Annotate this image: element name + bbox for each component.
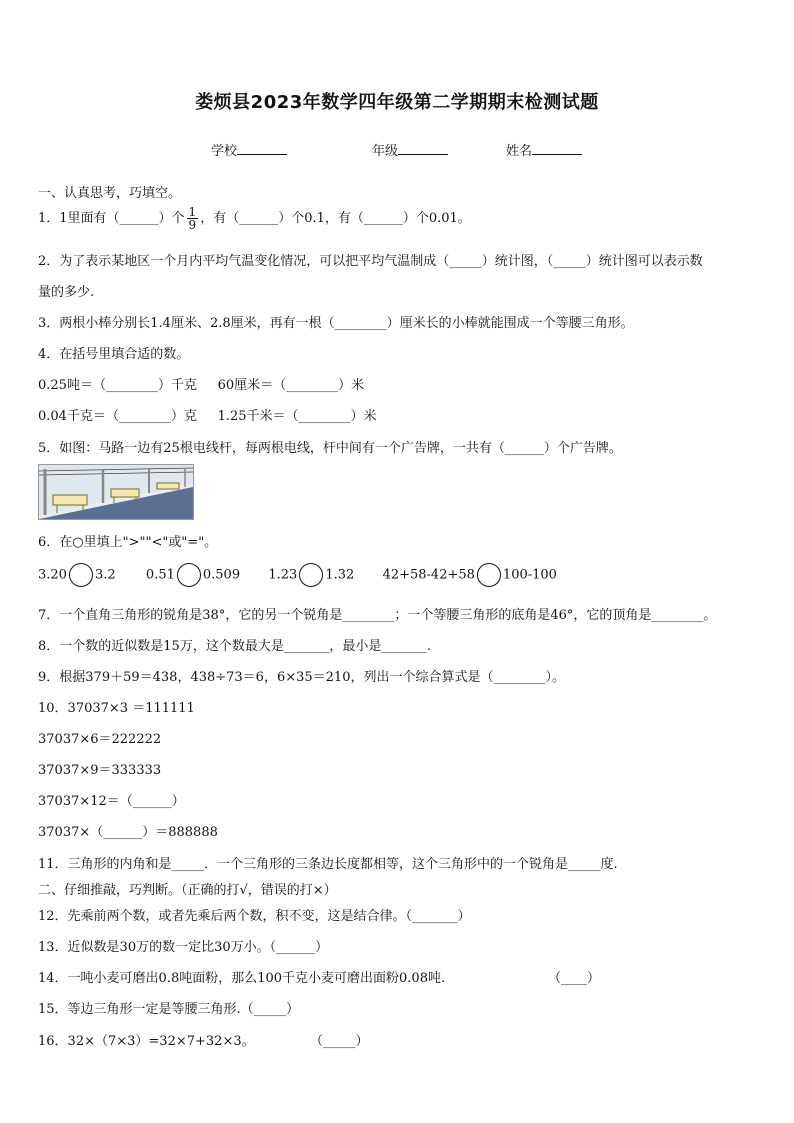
question-10-line-3: 37037×9＝333333 [38, 763, 162, 778]
question-3: 3．两根小棒分别长1.4厘米、2.8厘米，再有一根（________）厘米长的小棒就能围成一个等腰三角形。 [38, 316, 634, 331]
question-16: 16．32×（7×3）=32×7+32×3。 [38, 1034, 255, 1049]
question-10-line-1: 10．37037×3 ＝111111 [38, 701, 195, 716]
school-blank[interactable] [237, 142, 287, 155]
compare-2-right: 0.509 [202, 567, 241, 583]
question-15: 15．等边三角形一定是等腰三角形.（_____） [38, 1002, 300, 1017]
question-4-row-1: 0.25吨＝（________）千克 60厘米＝（________）米 [38, 378, 365, 393]
question-2-line-2: 量的多少. [38, 285, 95, 300]
page-title: 娄烦县2023年数学四年级第二学期期末检测试题 [195, 92, 599, 113]
compare-3-right: 1.32 [325, 567, 355, 583]
compare-3-left: 1.23 [268, 567, 298, 583]
question-9: 9．根据379＋59＝438，438÷73＝6，6×35＝210，列出一个综合算式是（________）。 [38, 670, 565, 685]
compare-1-right: 3.2 [94, 567, 116, 583]
compare-1-circle[interactable] [69, 563, 93, 587]
question-5: 5．如图：马路一边有25根电线杆，每两根电线，杆中间有一个广告牌，一共有（______）个广告牌。 [38, 441, 622, 456]
question-8: 8．一个数的近似数是15万，这个数最大是_______，最小是_______. [38, 639, 431, 654]
school-field [211, 140, 287, 159]
question-1-part-b: ，有（______）个0.1，有（______）个0.01。 [200, 211, 471, 226]
question-6-items [38, 563, 557, 587]
name-field [506, 140, 582, 159]
compare-3-circle[interactable] [299, 563, 323, 587]
question-10-line-5: 37037×（______）＝888888 [38, 825, 218, 840]
compare-4-left: 42+58-42+58 [382, 567, 475, 583]
question-14: 14．一吨小麦可磨出0.8吨面粉，那么100千克小麦可磨出面粉0.08吨. [38, 971, 446, 986]
question-7: 7．一个直角三角形的锐角是38°，它的另一个锐角是________；一个等腰三角形的底角是46°，它的顶角是________。 [38, 608, 717, 623]
name-blank[interactable] [532, 142, 582, 155]
grade-blank[interactable] [398, 142, 448, 155]
question-10-line-4: 37037×12＝（______） [38, 794, 185, 809]
fraction-numerator: 1 [188, 205, 197, 219]
compare-2-left: 0.51 [145, 567, 175, 583]
question-6-stem: 6．在○里填上">""<"或"="。 [38, 535, 218, 550]
question-1 [38, 206, 471, 231]
question-4-row-2: 0.04千克＝（________）克 1.25千米＝（________）米 [38, 409, 377, 424]
question-14-blank: （____） [548, 971, 601, 986]
fraction [187, 206, 199, 231]
question-11: 11．三角形的内角和是_____．一个三角形的三条边长度都相等，这个三角形中的一个锐角是_____度. [38, 857, 618, 872]
roadside-billboard-image [38, 464, 194, 520]
compare-4-circle[interactable] [477, 563, 501, 587]
section-1-heading: 一、认真思考，巧填空。 [38, 186, 182, 201]
question-4-stem: 4．在括号里填合适的数。 [38, 347, 190, 362]
grade-field [372, 140, 448, 159]
question-10-line-2: 37037×6＝222222 [38, 732, 162, 747]
question-13: 13．近似数是30万的数一定比30万小。（______） [38, 940, 329, 955]
fraction-denominator: 9 [188, 218, 197, 232]
school-label: 学校 [211, 144, 238, 159]
grade-label: 年级 [372, 144, 399, 159]
question-2-line-1: 2．为了表示某地区一个月内平均气温变化情况，可以把平均气温制成（_____）统计图，（_____）统计图可以表示数 [38, 254, 703, 269]
compare-1-left: 3.20 [38, 567, 67, 583]
name-label: 姓名 [506, 144, 533, 159]
section-2-heading: 二、仔细推敲，巧判断。（正确的打√，错误的打×） [38, 883, 337, 898]
compare-4-right: 100-100 [502, 567, 557, 583]
compare-2-circle[interactable] [177, 563, 201, 587]
question-16-blank: （_____） [310, 1034, 369, 1049]
question-12: 12．先乘前两个数，或者先乘后两个数，积不变，这是结合律。（_______） [38, 909, 471, 924]
question-1-part-a: 1．1里面有（______）个 [38, 211, 185, 226]
